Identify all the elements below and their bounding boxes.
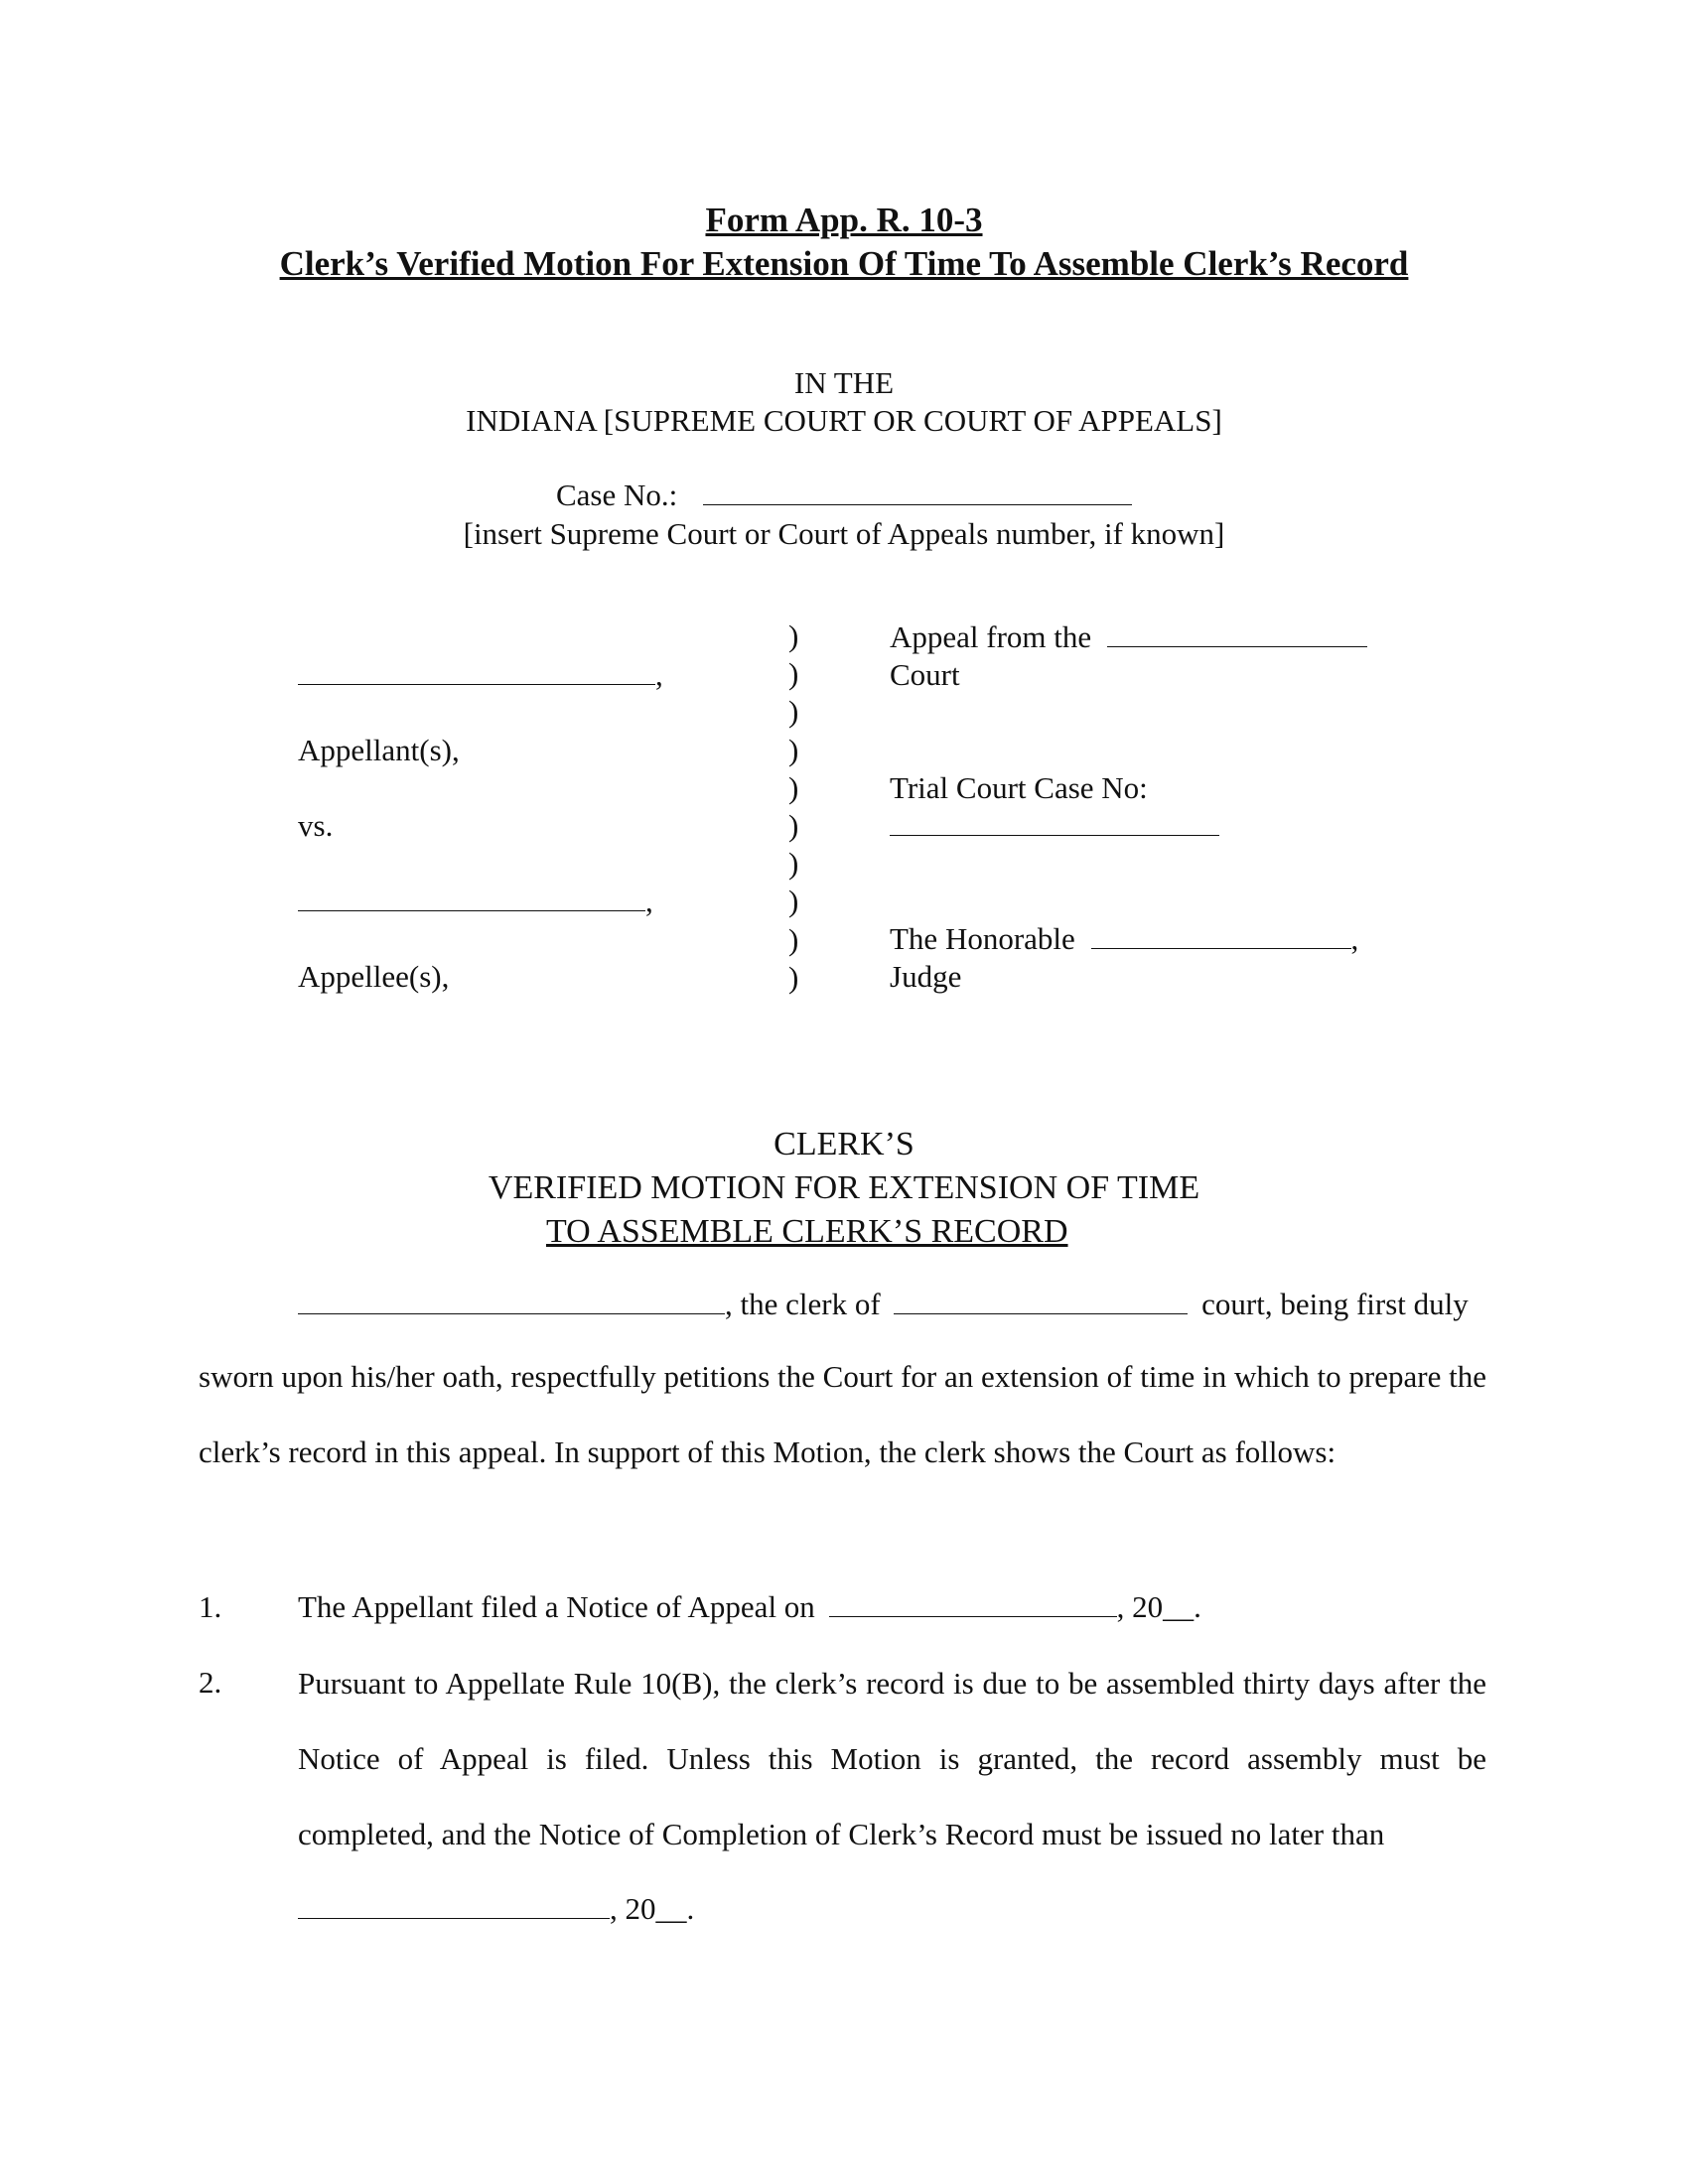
item-1-number: 1.	[199, 1589, 222, 1624]
item-1-line	[298, 1589, 1201, 1625]
item-2-year: , 20__.	[610, 1891, 695, 1926]
motion-title-line-3	[546, 1213, 1068, 1251]
trial-court-case-label: Trial Court Case No:	[890, 770, 1148, 805]
paren: )	[788, 807, 799, 843]
item-2-text: Pursuant to Appellate Rule 10(B), the clerk’s record is due to be assembled thirty days after the Notice of Appeal is filed. Unless this Motion is granted, the record assembly must be completed, and the Notice of Completion of Clerk’s Record must be issued no later than	[298, 1666, 1486, 1851]
appellant-name-field[interactable]	[298, 658, 655, 685]
item-1-year: , 20__.	[1116, 1589, 1201, 1624]
form-number: Form App. R. 10-3	[705, 201, 983, 239]
clerk-court-field[interactable]	[894, 1288, 1188, 1314]
form-title: Clerk’s Verified Motion For Extension Of Time To Assemble Clerk’s Record	[279, 244, 1409, 283]
trial-court-case-field[interactable]	[890, 809, 1219, 836]
judge-label: Judge	[890, 959, 962, 994]
caption-parentheses	[788, 617, 808, 997]
appellee-label: Appellee(s),	[298, 959, 450, 994]
case-number-field[interactable]	[703, 478, 1132, 505]
appeal-from-row	[890, 619, 1367, 655]
court-label: Court	[890, 657, 960, 692]
motion-title-line-1: CLERK’S	[774, 1126, 914, 1162]
item-1-text: The Appellant filed a Notice of Appeal on	[298, 1589, 815, 1624]
paren: )	[788, 769, 799, 805]
paren: )	[788, 694, 799, 730]
honorable-comma: ,	[1350, 921, 1359, 956]
record-due-date-field[interactable]	[298, 1892, 610, 1919]
appeal-from-court-field[interactable]	[1107, 620, 1367, 647]
judge-name-field[interactable]	[1091, 922, 1351, 949]
case-number-row	[0, 478, 1688, 513]
paren: )	[788, 921, 799, 957]
paren: )	[788, 618, 799, 653]
intro-text-1: , the clerk of	[725, 1287, 881, 1321]
motion-title-line-2: VERIFIED MOTION FOR EXTENSION OF TIME	[488, 1169, 1200, 1206]
paren: )	[788, 846, 799, 882]
motion-title-line-3-text: TO ASSEMBLE CLERK’S RECORD	[546, 1213, 1068, 1250]
vs-label: vs.	[298, 808, 334, 843]
paren: )	[788, 732, 799, 767]
trial-court-case-row	[890, 808, 1219, 844]
case-number-note: [insert Supreme Court or Court of Appeals number, if known]	[463, 516, 1225, 551]
appellee-comma: ,	[645, 884, 653, 918]
appellant-name-row	[298, 657, 663, 693]
appellant-comma: ,	[655, 657, 663, 692]
appellee-name-row	[298, 884, 653, 919]
intro-paragraph: sworn upon his/her oath, respectfully petitions the Court for an extension of time in which to prepare the clerk’s record in this appeal. In support of this Motion, the clerk shows the Court as follows:	[199, 1359, 1486, 1469]
honorable-row	[890, 921, 1358, 957]
paren: )	[788, 959, 799, 995]
honorable-label: The Honorable	[890, 921, 1075, 956]
item-2-date-row	[298, 1891, 694, 1927]
intro-first-line	[298, 1287, 1469, 1322]
paren: )	[788, 884, 799, 919]
court-line-1: IN THE	[793, 365, 895, 400]
item-2-number: 2.	[199, 1665, 222, 1700]
clerk-name-field[interactable]	[298, 1288, 725, 1314]
appellant-label: Appellant(s),	[298, 733, 460, 767]
appeal-from-label: Appeal from the	[890, 619, 1092, 654]
case-number-label: Case No.:	[555, 478, 678, 512]
notice-of-appeal-date-field[interactable]	[829, 1590, 1117, 1617]
appellee-name-field[interactable]	[298, 885, 645, 911]
paren: )	[788, 656, 799, 692]
court-line-2: INDIANA [SUPREME COURT OR COURT OF APPEALS]	[466, 403, 1222, 438]
intro-text-2: court, being first duly	[1201, 1287, 1469, 1321]
